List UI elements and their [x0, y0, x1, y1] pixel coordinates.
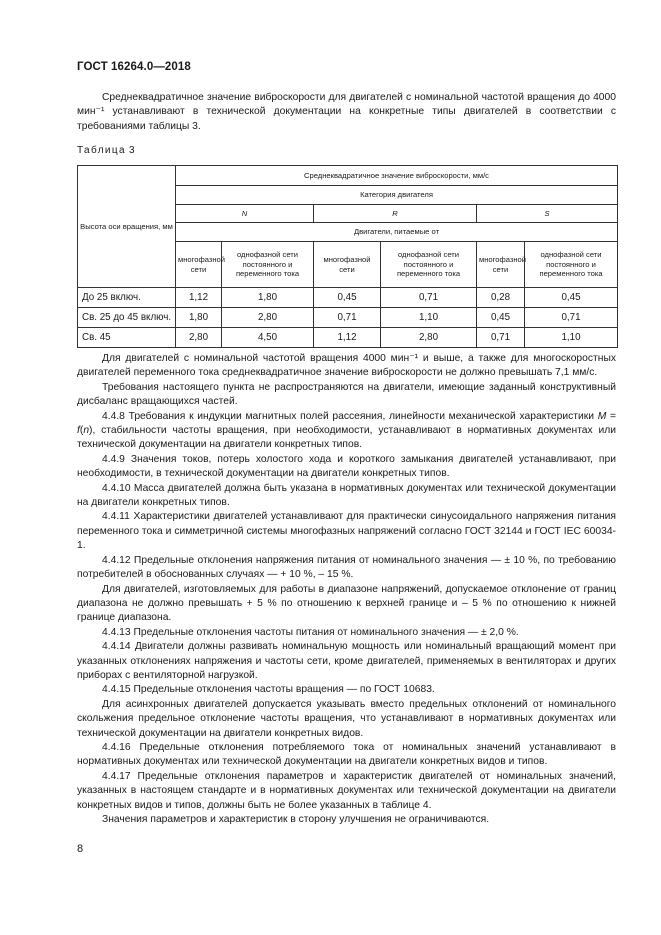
power-header: Двигатели, питаемые от: [176, 223, 618, 242]
paragraph: Для асинхронных двигателей допускается указывать вместо предельных отклонений от номинального скольжения предельное отклонение частоты вращения, что устанавливают в нормативных документах или технической документации на двигатели конкретных видов.: [77, 698, 616, 739]
body-section: [77, 352, 616, 827]
row-label: До 25 включ.: [78, 288, 176, 308]
table-cell: 0,45: [525, 288, 618, 308]
table-cell: 0,71: [477, 328, 525, 348]
paragraph-4-4-14: 4.4.14 Двигатели должны развивать номинальную мощность или номинальный вращающий момент при указанных отклонениях напряжения и частоты сети, кроме двигателей, применяемых в вентиляторах и других приборах с вентиляторной нагрузкой.: [77, 641, 616, 681]
table-cell: 0,71: [525, 308, 618, 328]
paragraph-4-4-15: 4.4.15 Предельные отклонения частоты вращения — по ГОСТ 10683.: [102, 684, 435, 696]
table-cell: 2,80: [176, 328, 222, 348]
row-label: Св. 25 до 45 включ.: [78, 308, 176, 328]
paragraph: Для двигателей с номинальной частотой вращения 4000 мин⁻¹ и выше, а также для многоскоростных двигателей переменного тока среднеквадратичное значение виброскорости не должно превышать 7,1 мм/с.: [77, 353, 616, 379]
table-row: [78, 328, 618, 348]
col-multiphase-n: многофазной сети: [176, 242, 222, 288]
table-cell: 2,80: [381, 328, 477, 348]
table-cell: 1,80: [176, 308, 222, 328]
table-cell: 0,28: [477, 288, 525, 308]
table-caption-word: Таблица: [77, 145, 127, 156]
intro-paragraph: Среднеквадратичное значение виброскорости для двигателей с номинальной частотой вращения до 4000 мин⁻¹ устанавливают в технической документации на конкретные типы двигателей в соответствии с требованиями таблицы 3.: [77, 92, 616, 132]
table-cell: 0,71: [314, 308, 381, 328]
paragraph-4-4-17: 4.4.17 Предельные отклонения параметров и характеристик двигателей от номинальных значений, указанных в настоящем стандарте и в нормативных документах или технической документации на двигатели конкретных видов и типов, должны быть не более указанных в таблице 4.: [77, 770, 616, 811]
col-single-n: однофазной сети постоянного и переменного тока: [222, 242, 314, 288]
table-cell: 1,10: [525, 328, 618, 348]
paragraph-4-4-12: 4.4.12 Предельные отклонения напряжения питания от номинального значения — ± 10 %, по требованию потребителей в обоснованных случаях — + 10 %, – 15 %.: [77, 554, 616, 581]
paragraph-4-4-8: 4.4.8 Требования к индукции магнитных полей рассеяния, линейности механической характеристики M = f(n), стабильности частоты вращения, при необходимости, устанавливают в нормативных документах или технической документации на двигатели конкретных типов.: [77, 410, 616, 451]
category-header: Категория двигателя: [176, 186, 618, 205]
table-row: [78, 288, 618, 308]
table-cell: 1,12: [314, 328, 381, 348]
paragraph-4-4-16: 4.4.16 Предельные отклонения потребляемого тока от номинальных значений устанавливают в нормативных документах или технической документации на двигатели конкретных видов и типов.: [77, 741, 616, 768]
category-s: S: [477, 205, 618, 223]
category-r: R: [314, 205, 477, 223]
table-row: [78, 308, 618, 328]
table-cell: 2,80: [222, 308, 314, 328]
paragraph-4-4-13: 4.4.13 Предельные отклонения частоты питания от номинального значения — ± 2,0 %.: [102, 626, 519, 638]
table-cell: 4,50: [222, 328, 314, 348]
paragraph-4-4-9: 4.4.9 Значения токов, потерь холостого хода и короткого замыкания двигателей устанавливают, при необходимости, в технической документации на двигатели конкретных типов.: [77, 453, 616, 480]
standard-header: ГОСТ 16264.0—2018: [77, 61, 191, 73]
intro-section: [77, 91, 616, 134]
table-cell: 1,10: [381, 308, 477, 328]
table-cell: 0,71: [381, 288, 477, 308]
table-cell: 1,12: [176, 288, 222, 308]
main-header: Среднеквадратичное значение виброскорости, мм/с: [176, 166, 618, 186]
row-label: Св. 45: [78, 328, 176, 348]
col-multiphase-r: многофазной сети: [314, 242, 381, 288]
table-cell: 0,45: [477, 308, 525, 328]
paragraph: Для двигателей, изготовляемых для работы в диапазоне напряжений, допускаемое отклонение от границ диапазона не должно превышать + 5 % по отношению к верхней границе и – 5 % по отношению к нижней границе диапазона.: [77, 583, 616, 624]
paragraph-4-4-10: 4.4.10 Масса двигателей должна быть указана в нормативных документах или технической документации на двигатели конкретных типов.: [77, 482, 616, 509]
page-number: 8: [77, 843, 84, 855]
axis-height-header: Высота оси вращения, мм: [78, 166, 176, 288]
table-caption-number: 3: [129, 145, 135, 156]
vibration-table: [77, 165, 618, 348]
table-cell: 0,45: [314, 288, 381, 308]
col-multiphase-s: многофазной сети: [477, 242, 525, 288]
paragraph: Требования настоящего пункта не распространяются на двигатели, имеющие заданный конструктивный дисбаланс вращающихся частей.: [77, 381, 616, 408]
col-single-s: однофазной сети постоянного и переменного тока: [525, 242, 618, 288]
paragraph: Значения параметров и характеристик в сторону улучшения не ограничиваются.: [102, 814, 490, 825]
table-cell: 1,80: [222, 288, 314, 308]
table-caption: [77, 145, 135, 156]
category-n: N: [176, 205, 314, 223]
paragraph-4-4-11: 4.4.11 Характеристики двигателей устанавливают для практически синусоидального напряжения питания переменного тока и симметричной системы многофазных напряжений согласно ГОСТ 32144 и ГОСТ IEC 60034-1.: [77, 511, 616, 552]
col-single-r: однофазной сети постоянного и переменного тока: [381, 242, 477, 288]
